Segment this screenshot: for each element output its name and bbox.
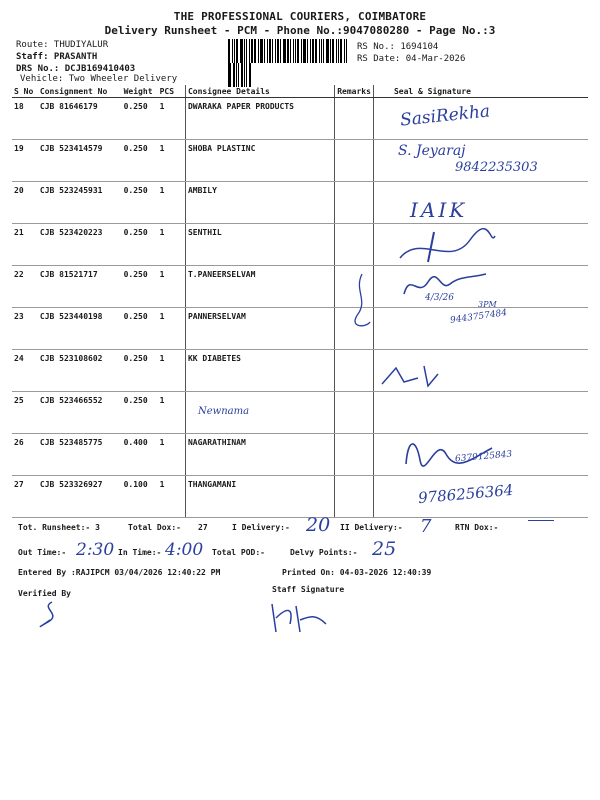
- i-delivery-label: I Delivery:-: [232, 523, 290, 532]
- remarks-cell: [335, 182, 374, 224]
- pcs-cell: 1: [158, 224, 186, 266]
- sno-cell: 24: [12, 350, 38, 392]
- signature-cell: [373, 182, 588, 224]
- phone-row-26: 6379125843: [454, 449, 513, 465]
- ii-delivery-value: 7: [420, 516, 432, 537]
- sno-cell: 25: [12, 392, 38, 434]
- remarks-cell: [335, 350, 374, 392]
- consignee-cell: SENTHIL: [185, 224, 334, 266]
- out-time-value: 2:30: [76, 540, 115, 560]
- phone-row-19: 9842235303: [455, 160, 538, 175]
- remarks-cell: [335, 476, 374, 518]
- staff-label: Staff: PRASANTH: [16, 52, 98, 62]
- sno-cell: 19: [12, 140, 38, 182]
- pcs-cell: 1: [158, 308, 186, 350]
- weight-cell: 0.250: [122, 350, 158, 392]
- signature-row-19: S. Jeyaraj: [398, 143, 466, 159]
- signature-row-24: [378, 360, 458, 390]
- pcs-cell: 1: [158, 476, 186, 518]
- total-pod-label: Total POD:-: [212, 548, 265, 557]
- consignment-cell: CJB 81521717: [38, 266, 122, 308]
- consignment-cell: CJB 523414579: [38, 140, 122, 182]
- weight-cell: 0.250: [122, 392, 158, 434]
- signature-row-26: [400, 430, 500, 470]
- consignment-cell: CJB 81646179: [38, 98, 122, 140]
- pcs-cell: 1: [158, 266, 186, 308]
- pcs-cell: 1: [158, 350, 186, 392]
- consignment-cell: CJB 523420223: [38, 224, 122, 266]
- sno-cell: 23: [12, 308, 38, 350]
- remarks-cell: [335, 224, 374, 266]
- sno-cell: 20: [12, 182, 38, 224]
- consignment-cell: CJB 523485775: [38, 434, 122, 476]
- in-time-label: In Time:-: [118, 548, 162, 557]
- rs-number: RS No.: 1694104: [357, 42, 439, 52]
- consignee-cell: SHOBA PLASTINC: [185, 140, 334, 182]
- sno-cell: 22: [12, 266, 38, 308]
- vehicle-label: Vehicle: Two Wheeler Delivery: [20, 74, 178, 84]
- consignment-cell: CJB 523108602: [38, 350, 122, 392]
- verified-by-label: Verified By: [18, 589, 71, 598]
- pcs-cell: 1: [158, 182, 186, 224]
- weight-cell: 0.100: [122, 476, 158, 518]
- weight-cell: 0.250: [122, 98, 158, 140]
- table-row: [12, 98, 588, 140]
- total-dox-value: 27: [198, 523, 208, 532]
- table-row: [12, 392, 588, 434]
- remarks-cell: [335, 98, 374, 140]
- consignee-cell: KK DIABETES: [185, 350, 334, 392]
- phone-row-27: 9786256364: [417, 480, 515, 508]
- pcs-cell: 1: [158, 98, 186, 140]
- company-name: THE PROFESSIONAL COURIERS, COIMBATORE: [173, 10, 427, 23]
- table-row: [12, 224, 588, 266]
- signature-cell: [373, 392, 588, 434]
- col-consignment: Consignment No: [38, 85, 122, 98]
- rtn-dox-label: RTN Dox:-: [455, 523, 499, 532]
- staff-signature: [266, 598, 336, 638]
- barcode: [228, 39, 352, 63]
- delivery-points-label: Delvy Points:-: [290, 548, 358, 557]
- signature-row-18: SasiRekha: [399, 101, 492, 131]
- in-time-value: 4:00: [165, 540, 204, 560]
- weight-cell: 0.250: [122, 308, 158, 350]
- col-remarks: Remarks: [335, 85, 374, 98]
- consignee-cell: THANGAMANI: [185, 476, 334, 518]
- rs-date: RS Date: 04-Mar-2026: [357, 54, 466, 64]
- drs-label: DRS No.: DCJB169410403: [16, 64, 136, 74]
- col-sno: S No: [12, 85, 38, 98]
- consignment-cell: CJB 523440198: [38, 308, 122, 350]
- col-signature: Seal & Signature: [373, 85, 588, 98]
- consignee-cell: NAGARATHINAM: [185, 434, 334, 476]
- consignee-cell: DWARAKA PAPER PRODUCTS: [185, 98, 334, 140]
- pcs-cell: 1: [158, 140, 186, 182]
- out-time-label: Out Time:-: [18, 548, 67, 557]
- table-row: [12, 266, 588, 308]
- remarks-cell: [335, 392, 374, 434]
- weight-cell: 0.400: [122, 434, 158, 476]
- consignee-cell: AMBILY: [185, 182, 334, 224]
- time-row-22: 3PM: [478, 300, 497, 309]
- consignment-cell: CJB 523466552: [38, 392, 122, 434]
- sno-cell: 21: [12, 224, 38, 266]
- sno-cell: 18: [12, 98, 38, 140]
- signature-row-20: IAIK: [410, 198, 468, 222]
- date-row-22: 4/3/26: [425, 293, 454, 303]
- delivery-points-value: 25: [372, 538, 397, 560]
- printed-on: Printed On: 04-03-2026 12:40:39: [282, 568, 432, 577]
- col-pcs: PCS: [158, 85, 186, 98]
- col-consignee: Consignee Details: [185, 85, 334, 98]
- ii-delivery-label: II Delivery:-: [340, 523, 403, 532]
- route-label: Route: THUDIYALUR: [16, 40, 109, 50]
- pcs-cell: 1: [158, 434, 186, 476]
- consignment-cell: CJB 523326927: [38, 476, 122, 518]
- weight-cell: 0.250: [122, 140, 158, 182]
- weight-cell: 0.250: [122, 182, 158, 224]
- total-runsheet: Tot. Runsheet:- 3: [18, 523, 100, 532]
- remarks-mark-22-23: [350, 270, 376, 332]
- consignee-cell: T.PANEERSELVAM: [185, 266, 334, 308]
- i-delivery-value: 20: [306, 514, 331, 536]
- phone-row-23: 9443757484: [449, 308, 508, 326]
- consignment-cell: CJB 523245931: [38, 182, 122, 224]
- weight-cell: 0.250: [122, 266, 158, 308]
- entered-by: Entered By :RAJIPCM 03/04/2026 12:40:22 PM: [18, 568, 221, 577]
- table-header-row: [12, 85, 588, 98]
- weight-cell: 0.250: [122, 224, 158, 266]
- pcs-cell: 1: [158, 392, 186, 434]
- total-dox-label: Total Dox:-: [128, 523, 181, 532]
- runsheet-title: Delivery Runsheet - PCM - Phone No.:9047080280 - Page No.:3: [104, 24, 496, 37]
- remarks-cell: [335, 434, 374, 476]
- consignee-row-25-handwritten: Newnama: [198, 406, 250, 417]
- remarks-cell: [335, 140, 374, 182]
- col-weight: Weight: [122, 85, 158, 98]
- table-row: [12, 182, 588, 224]
- sno-cell: 27: [12, 476, 38, 518]
- sno-cell: 26: [12, 434, 38, 476]
- signature-row-21: [390, 228, 500, 268]
- verified-signature: [38, 598, 64, 628]
- staff-signature-label: Staff Signature: [272, 585, 345, 594]
- rtn-dox-dash: [528, 520, 554, 521]
- table-row: [12, 350, 588, 392]
- consignee-cell: PANNERSELVAM: [185, 308, 334, 350]
